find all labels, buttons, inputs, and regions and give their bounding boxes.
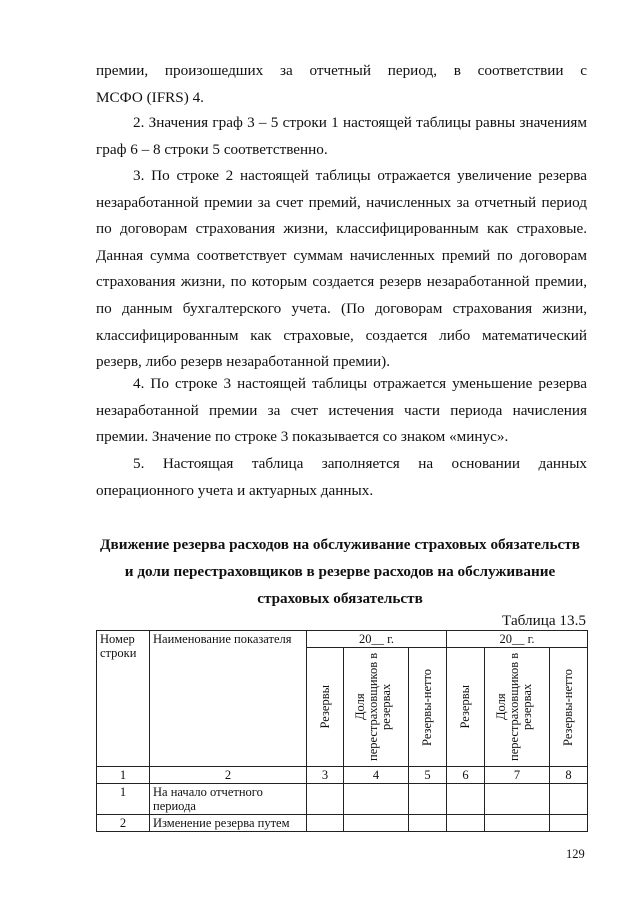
table-title-line3: страховых обязательств [257,590,423,607]
header-year-current-label: 20__ г. [359,632,394,646]
table-header-row [97,631,588,648]
reserve-movement-table [96,630,588,832]
column-number-row [97,767,588,784]
header-net-reserves: Резервы-нетто [420,668,434,746]
col-number-7: 7 [485,767,550,784]
col-number-1: 1 [97,767,150,784]
header-net-reserves-2: Резервы-нетто [561,668,576,746]
header-year-previous-label: 20__ г. [499,632,535,646]
table-cell [409,815,447,832]
col-number-8: 8 [550,767,588,784]
paragraph-continuation-line1: премии, произошедших за отчетный период, в соответствии с [96,62,587,79]
header-reserves-2: Резервы [458,685,473,729]
paragraph-3: 3. По строке 2 настоящей таблицы отражается увеличение резерва незаработанной премии за счет премий, начисленных за отчетный период по договорам страхования жизни, классифицированным как страховые. Данная сумма соответствует суммам начисленных премий по договорам страхования жизни, по которым создается резерв незаработанной премии, по данным бухгалтерского учета. (По договорам страхования жизни, классифицированным как страховые, создается либо математический резерв, либо резерв незаработанной премии). [96,167,587,371]
paragraph-2: 2. Значения граф 3 – 5 строки 1 настоящей таблицы равны значениям граф 6 – 8 строки 5 соответственно. [96,114,587,158]
table-row [97,815,588,832]
col-number-6: 6 [447,767,485,784]
table-cell [550,784,588,815]
paragraph-continuation [96,58,587,111]
paragraph-continuation-line2: МСФО (IFRS) 4. [96,88,204,106]
header-reinsurer-share-cell [344,648,409,767]
header-reserves: Резервы [317,685,332,729]
header-net-reserves-cell [409,648,447,767]
row-indicator: На начало отчетного периода [150,784,307,815]
table-row [97,784,588,815]
header-indicator-name: Наименование показателя [150,631,307,767]
header-reserves-cell [307,648,344,767]
paragraph-4: 4. По строке 3 настоящей таблицы отражается уменьшение резерва незаработанной премии за счет истечения части периода начисления премии. Значение по строке 3 показывается со знаком «минус». [96,375,587,446]
table-title-line2: и доли перестраховщиков в резерве расходов на обслуживание [124,563,556,580]
row-indicator: Изменение резерва путем [150,815,307,832]
header-reinsurer-share: Доля перестраховщиков в резервах [353,652,393,762]
table-cell [550,815,588,832]
header-net-reserves-cell-2 [550,648,588,767]
table-cell [344,815,409,832]
paragraph-5: 5. Настоящая таблица заполняется на основании данных операционного учета и актуарных данных. [96,455,587,499]
page-number: 129 [566,847,585,861]
col-number-3: 3 [307,767,344,784]
table-cell [344,784,409,815]
header-reinsurer-share-cell-2 [485,648,550,767]
table-number: Таблица 13.5 [502,612,586,629]
table-title-line1: Движение резерва расходов на обслуживание страховых обязательств [100,536,580,553]
table-cell [307,784,344,815]
header-year-previous [447,631,588,648]
table-cell [485,815,550,832]
table-cell [485,784,550,815]
header-reserves-cell-2 [447,648,485,767]
col-number-5: 5 [409,767,447,784]
table-cell [409,784,447,815]
header-reinsurer-share-2: Доля перестраховщиков в резервах [494,652,535,762]
table-cell [307,815,344,832]
table-cell [447,784,485,815]
header-row-number: Номер строки [97,631,150,767]
header-year-current [307,631,447,648]
row-number: 1 [97,784,150,815]
col-number-2: 2 [150,767,307,784]
row-number: 2 [97,815,150,832]
table-cell [447,815,485,832]
col-number-4: 4 [344,767,409,784]
